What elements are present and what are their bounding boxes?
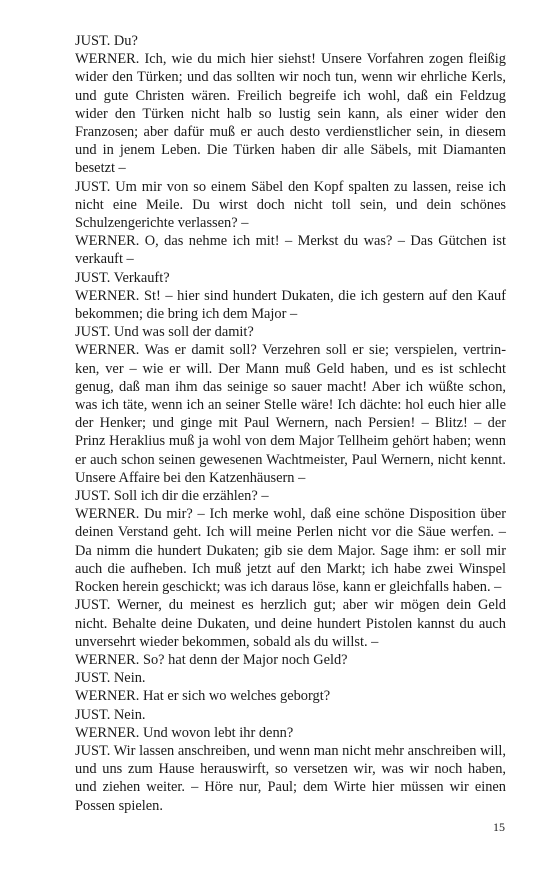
speech-werner: WERNER. Und wovon lebt ihr denn? [75, 724, 294, 741]
speech-just: JUST. Werner, du meinest es herzlich gut; aber wir mögen dein Geld nicht. Behalte deine Dukaten, und deine hundert Pistolen kannst du auch unversehrt wieder bekommen, sobald als du willst. – [75, 597, 506, 650]
speech-werner: WERNER. Was er damit soll? Verzehren soll er sie; verspielen, vertrinken, ver – wie er will. Der Mann muß Geld haben, und es ist schlecht genug, daß man ihm das seinige so sauer macht! Aber ich wüßte schon, was ich täte, wenn ich an seiner Stelle wäre! Ich dächte: hol euch hier alle der Henker; und ginge mit Paul Wernern, nach Persien! – Blitz! – der Prinz Heraklius muß ja wohl von dem Major Tellheim gehört haben; wenn er auch schon seinen gewesenen Wachtmeister, Paul Wernern, nicht kennt. Unsere Affaire bei den Katzenhäusern – [75, 342, 506, 486]
speech-werner: WERNER. Hat er sich wo welches geborgt? [75, 688, 331, 705]
speech-just: JUST. Du? [75, 33, 138, 49]
speech-just: JUST. Um mir von so einem Säbel den Kopf spalten zu lassen, reise ich nicht eine Meile. Du wirst doch nicht toll sein, und dein schönes Schulzengerichte verlassen? – [75, 178, 506, 232]
speech-just: JUST. Soll ich dir die erzählen? – [75, 488, 269, 505]
speech-werner: WERNER. O, das nehme ich mit! – Merkst du was? – Das Gütchen ist verkauft – [75, 233, 506, 268]
speech-just: JUST. Nein. [75, 670, 146, 687]
speech-werner: WERNER. Du mir? – Ich merke wohl, daß eine schöne Disposition über deinen Verstand geht. Ich will meine Perlen nicht vor die Säue werfen. – Da nimm die hundert Dukaten; gib sie dem Major. Sage ihm: er soll mir auch die aufheben. Ich muß jetzt auf den Markt; ich habe zwei Winspel Rocken herein geschickt; was ich daraus löse, kann er gleichfalls haben. – [75, 506, 506, 596]
dialogue-text [75, 32, 506, 815]
page-number: 15 [493, 820, 505, 834]
speech-just: JUST. Wir lassen anschreiben, und wenn man nicht mehr anschreiben will, und uns zum Hause herauswirft, so versetzen wir, was wir noch haben, und ziehen weiter. – Höre nur, Paul; dem Wirte hier müssen wir einen Possen spielen. [75, 742, 506, 814]
speech-werner: WERNER. So? hat denn der Major noch Geld? [75, 651, 348, 668]
speech-werner: WERNER. St! – hier sind hundert Dukaten, die ich gestern auf den Kauf bekommen; die bring ich dem Major – [75, 287, 506, 323]
speech-just: JUST. Verkauft? [75, 269, 170, 286]
speech-just: JUST. Und was soll der damit? [75, 324, 254, 341]
speech-just: JUST. Nein. [75, 706, 146, 723]
speech-werner: WERNER. Ich, wie du mich hier siehst! Unsere Vorfahren zogen fleißig wider den Türken; und das sollten wir noch tun, wenn wir ehrliche Kerls, und gute Christen wären. Freilich begreife ich wohl, daß ein Feldzug wider den Türken nicht halb so lustig sein kann, als einer wider den Franzosen; aber dafür muß er auch desto verdienstlicher sein, in diesem und in jenem Leben. Die Türken haben dir alle Säbels, mit Diamanten besetzt – [75, 51, 506, 177]
